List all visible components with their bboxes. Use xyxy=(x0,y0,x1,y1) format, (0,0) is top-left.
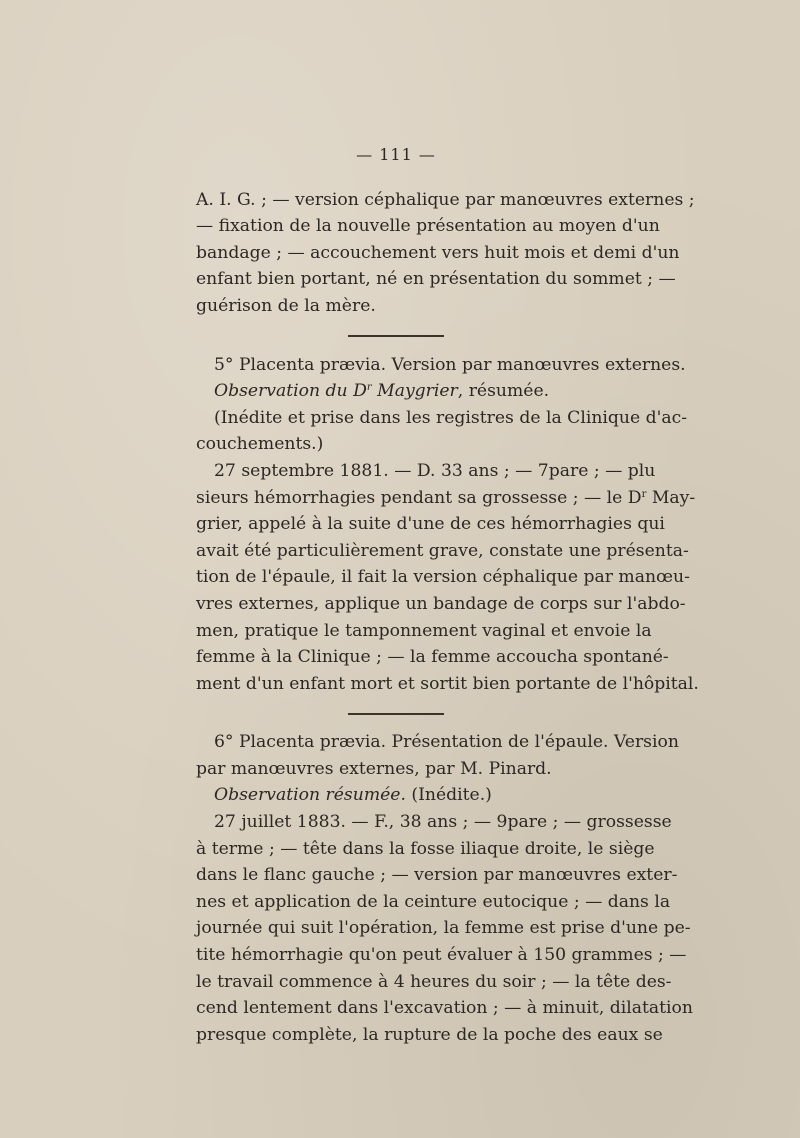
text-line: men, pratique le tamponnement vaginal et envoie la xyxy=(196,620,652,641)
observation-title: Observation résumée. xyxy=(214,785,406,806)
text-line: couchements.) xyxy=(196,434,324,455)
observation-line xyxy=(196,378,596,405)
section-6 xyxy=(196,729,693,1048)
text-line: guérison de la mère. xyxy=(196,295,376,316)
text-line: journée qui suit l'opération, la femme est prise d'une pe- xyxy=(196,918,691,939)
observation-title: Observation du D xyxy=(214,381,367,402)
text-line: cend lentement dans l'excavation ; — à minuit, dilatation xyxy=(196,998,693,1019)
section-divider xyxy=(348,713,444,715)
paragraph-continuation xyxy=(196,187,695,320)
text-line: — fixation de la nouvelle présentation au moyen d'un xyxy=(196,216,660,237)
text-line: bandage ; — accouchement vers huit mois et demi d'un xyxy=(196,242,680,263)
text-line: dans le flanc gauche ; — version par manœuvres exter- xyxy=(196,865,678,886)
observation-line xyxy=(196,782,596,809)
observation-suffix: (Inédite.) xyxy=(405,785,492,806)
text-line: grier, appelé à la suite d'une de ces hémorrhagies qui xyxy=(196,514,665,535)
text-column xyxy=(196,142,699,1048)
section-heading: par manœuvres externes, par M. Pinard. xyxy=(196,758,552,779)
section-heading: 6° Placenta prævia. Présentation de l'épaule. Version xyxy=(214,732,679,753)
text-line: le travail commence à 4 heures du soir ; — la tête des- xyxy=(196,971,672,992)
text-line: à terme ; — tête dans la fosse iliaque droite, le siège xyxy=(196,838,655,859)
text-line: enfant bien portant, né en présentation du sommet ; — xyxy=(196,269,676,290)
text-fragment: May- xyxy=(646,487,696,508)
text-line: presque complète, la rupture de la poche des eaux se xyxy=(196,1024,663,1045)
superscript: r xyxy=(366,382,372,394)
text-line: femme à la Clinique ; — la femme accoucha spontané- xyxy=(196,647,669,668)
text-line: tite hémorrhagie qu'on peut évaluer à 150 grammes ; — xyxy=(196,945,687,966)
text-line: ment d'un enfant mort et sortit bien portante de l'hôpital. xyxy=(196,673,699,694)
text-line: nes et application de la ceinture eutocique ; — dans la xyxy=(196,891,671,912)
text-line: tion de l'épaule, il fait la version céphalique par manœu- xyxy=(196,567,690,588)
text-line: 27 juillet 1883. — F., 38 ans ; — 9pare ; — grossesse xyxy=(214,812,672,833)
text-line: 27 septembre 1881. — D. 33 ans ; — 7pare ; — plu xyxy=(214,460,656,481)
section-5 xyxy=(196,352,699,698)
text-fragment: sieurs hémorrhagies pendant sa grossesse ; — le D xyxy=(196,487,642,508)
text-line: vres externes, applique un bandage de corps sur l'abdo- xyxy=(196,593,686,614)
text-line xyxy=(196,485,696,512)
text-line: A. I. G. ; — version céphalique par manœuvres externes ; xyxy=(196,189,695,210)
superscript: r xyxy=(641,488,647,500)
observer-name: Maygrier xyxy=(371,381,458,402)
text-line: (Inédite et prise dans les registres de la Clinique d'ac- xyxy=(214,407,688,428)
section-divider xyxy=(348,335,444,337)
observation-suffix: , résumée. xyxy=(457,381,550,402)
page-number: — 111 — xyxy=(356,145,436,164)
section-heading: 5° Placenta prævia. Version par manœuvres externes. xyxy=(214,354,686,375)
text-line: avait été particulièrement grave, constate une présenta- xyxy=(196,540,689,561)
